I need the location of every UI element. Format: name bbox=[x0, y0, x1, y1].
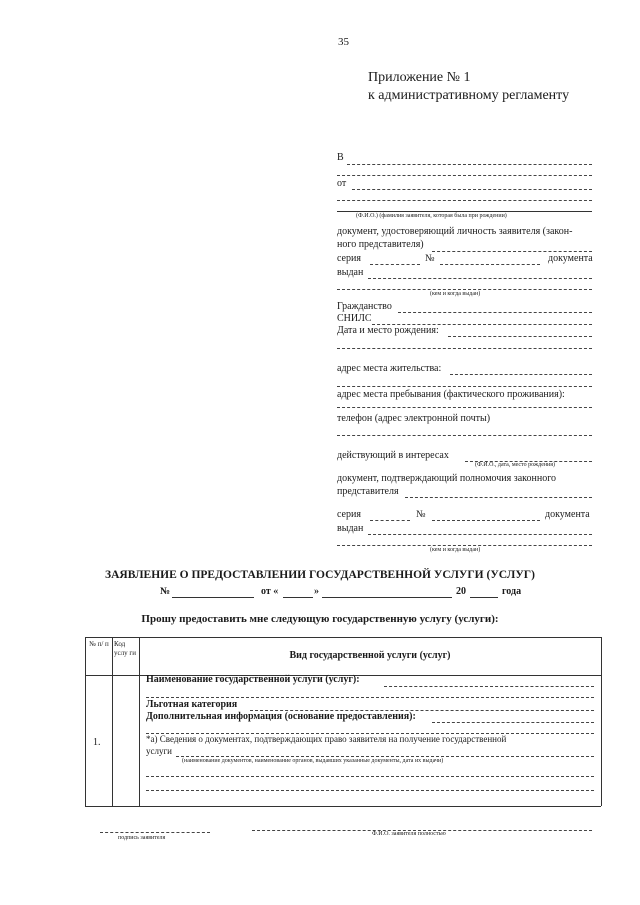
header-num: № п/ п bbox=[89, 640, 109, 648]
from-field-line-2[interactable] bbox=[337, 200, 592, 201]
table-col-divider-1 bbox=[112, 637, 113, 806]
signature-field[interactable] bbox=[100, 832, 210, 833]
phone-label: телефон (адрес электронной почты) bbox=[337, 413, 491, 424]
id-doc-field[interactable] bbox=[432, 251, 592, 252]
phone-field[interactable] bbox=[337, 435, 592, 436]
birth-label: Дата и место рождения: bbox=[337, 325, 439, 336]
service-name-field-line-2[interactable] bbox=[146, 697, 594, 698]
id-doc-label-2: ного представителя) bbox=[337, 239, 424, 250]
residence-field-line-2[interactable] bbox=[337, 386, 592, 387]
authority-doc-field[interactable] bbox=[405, 497, 592, 498]
residence-label: адрес места жительства: bbox=[337, 363, 442, 374]
appendix-title: Приложение № 1 bbox=[368, 70, 471, 85]
benefit-label: Льготная категория bbox=[146, 699, 238, 710]
table-top-border bbox=[85, 637, 601, 638]
statement-year-prefix: 20 bbox=[456, 586, 466, 597]
issued-field[interactable] bbox=[368, 278, 592, 279]
series2-field[interactable] bbox=[370, 520, 410, 521]
extra-info-label: Дополнительная информация (основание предоставления): bbox=[146, 711, 416, 722]
statement-from-label: от « bbox=[261, 586, 279, 597]
header-type: Вид государственной услуги (услуг) bbox=[289, 650, 451, 661]
table-right-border bbox=[601, 637, 602, 806]
extra-info-field[interactable] bbox=[432, 722, 594, 723]
service-name-field[interactable] bbox=[384, 686, 594, 687]
citizenship-field[interactable] bbox=[398, 312, 592, 313]
from-label: от bbox=[337, 178, 347, 189]
to-label: В bbox=[337, 152, 344, 163]
issued2-label: выдан bbox=[337, 523, 364, 534]
number-label: № bbox=[425, 253, 435, 264]
statement-quote-close: » bbox=[314, 586, 319, 597]
appendix-subtitle: к административному регламенту bbox=[368, 88, 570, 103]
document2-label: документа bbox=[545, 509, 590, 520]
fio-note: (Ф.И.О.) (фамилия заявителя, которая была при рождении) bbox=[356, 213, 507, 219]
issued2-field[interactable] bbox=[368, 534, 592, 535]
table-bottom-border bbox=[85, 806, 601, 807]
number2-label: № bbox=[416, 509, 426, 520]
statement-year-field[interactable] bbox=[470, 597, 498, 598]
series-field[interactable] bbox=[370, 264, 420, 265]
statement-number-label: № bbox=[160, 586, 171, 597]
fio-line[interactable] bbox=[337, 211, 592, 212]
acting-label: действующий в интересах bbox=[337, 450, 449, 461]
authority-doc-label: документ, подтверждающий полномочия законного bbox=[337, 473, 557, 484]
id-doc-label: документ, удостоверяющий личность заявителя (закон- bbox=[337, 226, 573, 237]
acting-note: (Ф.И.О., дата, место рождения) bbox=[475, 462, 556, 468]
series2-label: серия bbox=[337, 509, 361, 520]
service-name-label: Наименование государственной услуги (услуг): bbox=[146, 674, 360, 685]
to-field[interactable] bbox=[347, 164, 592, 165]
issued2-note: (кем и когда выдан) bbox=[430, 547, 481, 553]
statement-day-field[interactable] bbox=[283, 597, 313, 598]
docs-field-line-2[interactable] bbox=[146, 776, 594, 777]
number2-field[interactable] bbox=[432, 520, 540, 521]
page-number: 35 bbox=[338, 36, 349, 48]
docs-label: *а) Сведения о документах, подтверждающих право заявителя на получение государственной bbox=[146, 734, 507, 744]
issued-field-line-2[interactable] bbox=[337, 289, 592, 290]
statement-month-field[interactable] bbox=[322, 597, 452, 598]
docs-label-2: услуги bbox=[146, 746, 172, 756]
statement-title: ЗАЯВЛЕНИЕ О ПРЕДОСТАВЛЕНИИ ГОСУДАРСТВЕННОЙ УСЛУГИ (УСЛУГ) bbox=[105, 569, 535, 581]
request-text: Прошу предоставить мне следующую государственную услугу (услуги): bbox=[141, 613, 499, 625]
docs-field-line-3[interactable] bbox=[146, 790, 594, 791]
document-label: документа bbox=[548, 253, 593, 264]
citizenship-label: Гражданство bbox=[337, 301, 392, 312]
birth-field-line-2[interactable] bbox=[337, 348, 592, 349]
statement-year-suffix: года bbox=[502, 586, 522, 597]
to-field-line-2[interactable] bbox=[337, 175, 592, 176]
header-code: Код услу ги bbox=[114, 640, 136, 657]
fio-signature-label: Ф.И.О. заявителя полностью bbox=[372, 831, 446, 837]
table-left-border bbox=[85, 637, 86, 806]
statement-number-field[interactable] bbox=[172, 597, 254, 598]
birth-field[interactable] bbox=[448, 336, 592, 337]
table-col-divider-2 bbox=[139, 637, 140, 806]
docs-field[interactable] bbox=[176, 756, 594, 757]
stay-field[interactable] bbox=[337, 407, 592, 408]
docs-note: (наименование документов, наименование органов, выдавших указанные документы, дата их выдачи) bbox=[182, 758, 444, 764]
issued2-field-line-2[interactable] bbox=[337, 545, 592, 546]
stay-label: адрес места пребывания (фактического проживания): bbox=[337, 389, 565, 400]
issued-note: (кем и когда выдан) bbox=[430, 291, 481, 297]
signature-label: подпись заявителя bbox=[118, 835, 166, 841]
row-num: 1. bbox=[93, 737, 101, 748]
from-field[interactable] bbox=[352, 189, 592, 190]
residence-field[interactable] bbox=[450, 374, 592, 375]
number-field[interactable] bbox=[440, 264, 540, 265]
snils-label: СНИЛС bbox=[337, 313, 372, 324]
issued-label: выдан bbox=[337, 267, 364, 278]
series-label: серия bbox=[337, 253, 361, 264]
authority-doc-label-2: представителя bbox=[337, 486, 399, 497]
